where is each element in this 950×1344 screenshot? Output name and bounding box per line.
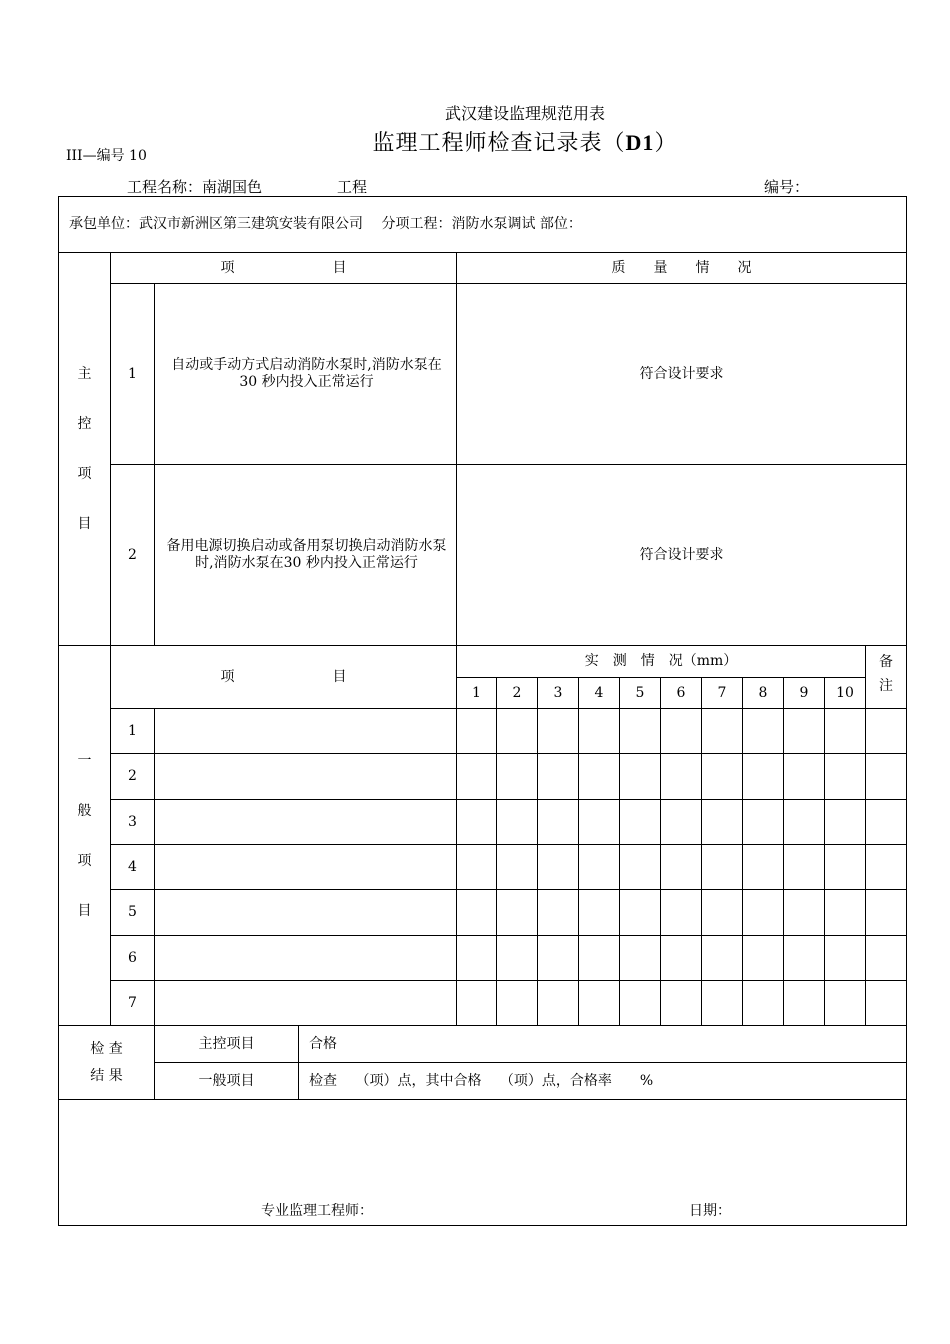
measure-cell[interactable] <box>661 709 702 754</box>
measure-cell[interactable] <box>702 936 743 981</box>
measure-cell[interactable] <box>784 936 825 981</box>
section-char: 主 <box>77 366 92 382</box>
main-control-result-label: 主控项目 <box>155 1026 299 1063</box>
measure-cell[interactable] <box>579 981 620 1026</box>
general-row-number: 7 <box>111 981 155 1026</box>
measure-cell[interactable] <box>825 800 866 845</box>
quality-header: 质 量 情 况 <box>457 253 907 284</box>
measure-cell[interactable] <box>538 845 579 890</box>
general-row <box>59 890 907 936</box>
title-code: D1 <box>625 130 655 155</box>
measure-cell[interactable] <box>497 981 538 1026</box>
remark-cell[interactable] <box>866 981 907 1026</box>
measure-cell[interactable] <box>457 845 497 890</box>
remark-cell[interactable] <box>866 890 907 936</box>
general-row-number: 4 <box>111 845 155 890</box>
measure-cell[interactable] <box>825 890 866 936</box>
section-char: 项 <box>77 852 92 869</box>
measure-cell[interactable] <box>620 800 661 845</box>
contractor-info: 承包单位：武汉市新洲区第三建筑安装有限公司 分项工程：消防水泵调试 部位： <box>59 197 907 253</box>
remark-cell[interactable] <box>866 709 907 754</box>
measure-cell[interactable] <box>702 981 743 1026</box>
remark-cell[interactable] <box>866 800 907 845</box>
measure-cell[interactable] <box>825 936 866 981</box>
measure-cell[interactable] <box>661 754 702 800</box>
section-char: 一 <box>77 752 92 769</box>
general-row-item[interactable] <box>155 981 457 1026</box>
measure-cell[interactable] <box>497 845 538 890</box>
general-row-item[interactable] <box>155 890 457 936</box>
form-code: III—编号 10 <box>66 148 147 164</box>
main-item-result: 符合设计要求 <box>457 284 907 465</box>
remark-cell[interactable] <box>866 754 907 800</box>
engineer-signature-label: 专业监理工程师： <box>261 1203 373 1220</box>
measure-cell[interactable] <box>538 800 579 845</box>
remark-cell[interactable] <box>866 936 907 981</box>
date-label: 日期： <box>689 1203 731 1220</box>
measure-cell[interactable] <box>538 981 579 1026</box>
measure-col-4: 4 <box>579 678 620 709</box>
measure-cell[interactable] <box>702 754 743 800</box>
measure-cell[interactable] <box>497 800 538 845</box>
measure-cell[interactable] <box>743 981 784 1026</box>
general-item-header: 项 目 <box>111 646 457 709</box>
measure-col-8: 8 <box>743 678 784 709</box>
measure-cell[interactable] <box>579 709 620 754</box>
measure-cell[interactable] <box>702 709 743 754</box>
measure-cell[interactable] <box>825 981 866 1026</box>
measure-cell[interactable] <box>620 754 661 800</box>
general-result-value: 检查 （项）点，其中合格 （项）点，合格率 % <box>299 1063 907 1100</box>
inspection-record-table <box>58 196 907 1226</box>
general-row-number: 3 <box>111 800 155 845</box>
form-series-title: 武汉建设监理规范用表 <box>444 104 605 123</box>
general-row-number: 1 <box>111 709 155 754</box>
remark-char: 备 <box>879 654 894 670</box>
measure-cell[interactable] <box>538 936 579 981</box>
signature-area <box>59 1100 907 1226</box>
section-char: 控 <box>77 416 92 432</box>
section-char: 项 <box>77 466 92 482</box>
measure-cell[interactable] <box>497 754 538 800</box>
general-row-item[interactable] <box>155 709 457 754</box>
title-end: ） <box>654 131 678 156</box>
general-row <box>59 936 907 981</box>
measure-cell[interactable] <box>743 845 784 890</box>
section-char: 目 <box>77 516 92 532</box>
measure-cell[interactable] <box>457 981 497 1026</box>
general-row <box>59 709 907 754</box>
measure-cell[interactable] <box>620 709 661 754</box>
measure-cell[interactable] <box>538 754 579 800</box>
main-item-description: 备用电源切换启动或备用泵切换启动消防水泵时,消防水泵在30 秒内投入正常运行 <box>155 465 457 646</box>
measure-col-5: 5 <box>620 678 661 709</box>
remark-header <box>866 646 907 709</box>
measure-cell[interactable] <box>620 890 661 936</box>
general-row-number: 6 <box>111 936 155 981</box>
measure-cell[interactable] <box>825 709 866 754</box>
measure-cell[interactable] <box>620 845 661 890</box>
measure-cell[interactable] <box>661 936 702 981</box>
measure-cell[interactable] <box>661 981 702 1026</box>
measure-cell[interactable] <box>784 890 825 936</box>
main-item-header: 项 目 <box>111 253 457 284</box>
general-row-item[interactable] <box>155 800 457 845</box>
remark-char: 注 <box>879 678 894 694</box>
general-row-item[interactable] <box>155 754 457 800</box>
general-section-label <box>59 646 111 1026</box>
remark-cell[interactable] <box>866 845 907 890</box>
measure-cell[interactable] <box>457 890 497 936</box>
measure-cell[interactable] <box>538 709 579 754</box>
measure-col-1: 1 <box>457 678 497 709</box>
measure-cell[interactable] <box>457 709 497 754</box>
general-row-item[interactable] <box>155 936 457 981</box>
measure-cell[interactable] <box>538 890 579 936</box>
measure-cell[interactable] <box>457 754 497 800</box>
measure-cell[interactable] <box>784 800 825 845</box>
measure-cell[interactable] <box>579 800 620 845</box>
measure-cell[interactable] <box>784 754 825 800</box>
measure-col-10: 10 <box>825 678 866 709</box>
measure-cell[interactable] <box>620 936 661 981</box>
measure-cell[interactable] <box>743 754 784 800</box>
general-row <box>59 800 907 845</box>
measure-cell[interactable] <box>579 845 620 890</box>
general-row <box>59 754 907 800</box>
main-item-number: 1 <box>111 284 155 465</box>
measure-cell[interactable] <box>784 845 825 890</box>
measure-cell[interactable] <box>784 981 825 1026</box>
measure-cell[interactable] <box>825 754 866 800</box>
measure-cell[interactable] <box>702 845 743 890</box>
section-char: 般 <box>77 802 92 819</box>
section-char: 目 <box>77 902 92 919</box>
project-suffix: 工程 <box>337 178 368 196</box>
general-row-number: 2 <box>111 754 155 800</box>
measure-cell[interactable] <box>661 800 702 845</box>
measure-col-7: 7 <box>702 678 743 709</box>
measure-cell[interactable] <box>579 890 620 936</box>
measure-col-9: 9 <box>784 678 825 709</box>
check-result-label-line: 结 果 <box>90 1067 123 1084</box>
measure-cell[interactable] <box>620 981 661 1026</box>
measure-cell[interactable] <box>743 709 784 754</box>
measure-cell[interactable] <box>579 754 620 800</box>
measure-col-3: 3 <box>538 678 579 709</box>
general-row-item[interactable] <box>155 845 457 890</box>
measure-col-6: 6 <box>661 678 702 709</box>
number-label: 编号： <box>764 178 810 196</box>
main-control-section-label <box>59 253 111 646</box>
general-row <box>59 845 907 890</box>
measure-cell[interactable] <box>784 709 825 754</box>
main-item-number: 2 <box>111 465 155 646</box>
main-control-result-value: 合格 <box>299 1026 907 1063</box>
project-name: 工程名称：南湖国色 <box>127 178 263 196</box>
measure-cell[interactable] <box>702 890 743 936</box>
measure-cell[interactable] <box>702 800 743 845</box>
measure-cell[interactable] <box>457 800 497 845</box>
general-result-label: 一般项目 <box>155 1063 299 1100</box>
check-result-label-line: 检 查 <box>90 1040 123 1057</box>
main-item-description: 自动或手动方式启动消防水泵时,消防水泵在30 秒内投入正常运行 <box>155 284 457 465</box>
measure-cell[interactable] <box>743 890 784 936</box>
general-row <box>59 981 907 1026</box>
measure-col-2: 2 <box>497 678 538 709</box>
measure-cell[interactable] <box>825 845 866 890</box>
measure-cell[interactable] <box>497 936 538 981</box>
measure-cell[interactable] <box>497 709 538 754</box>
measure-cell[interactable] <box>579 936 620 981</box>
check-result-label <box>59 1026 155 1100</box>
title-text: 监理工程师检查记录表（ <box>372 131 626 156</box>
measure-cell[interactable] <box>497 890 538 936</box>
main-item-result: 符合设计要求 <box>457 465 907 646</box>
measure-cell[interactable] <box>661 890 702 936</box>
measure-header: 实 测 情 况（mm） <box>457 646 866 678</box>
measure-cell[interactable] <box>743 936 784 981</box>
measure-cell[interactable] <box>661 845 702 890</box>
general-row-number: 5 <box>111 890 155 936</box>
measure-cell[interactable] <box>457 936 497 981</box>
measure-cell[interactable] <box>743 800 784 845</box>
